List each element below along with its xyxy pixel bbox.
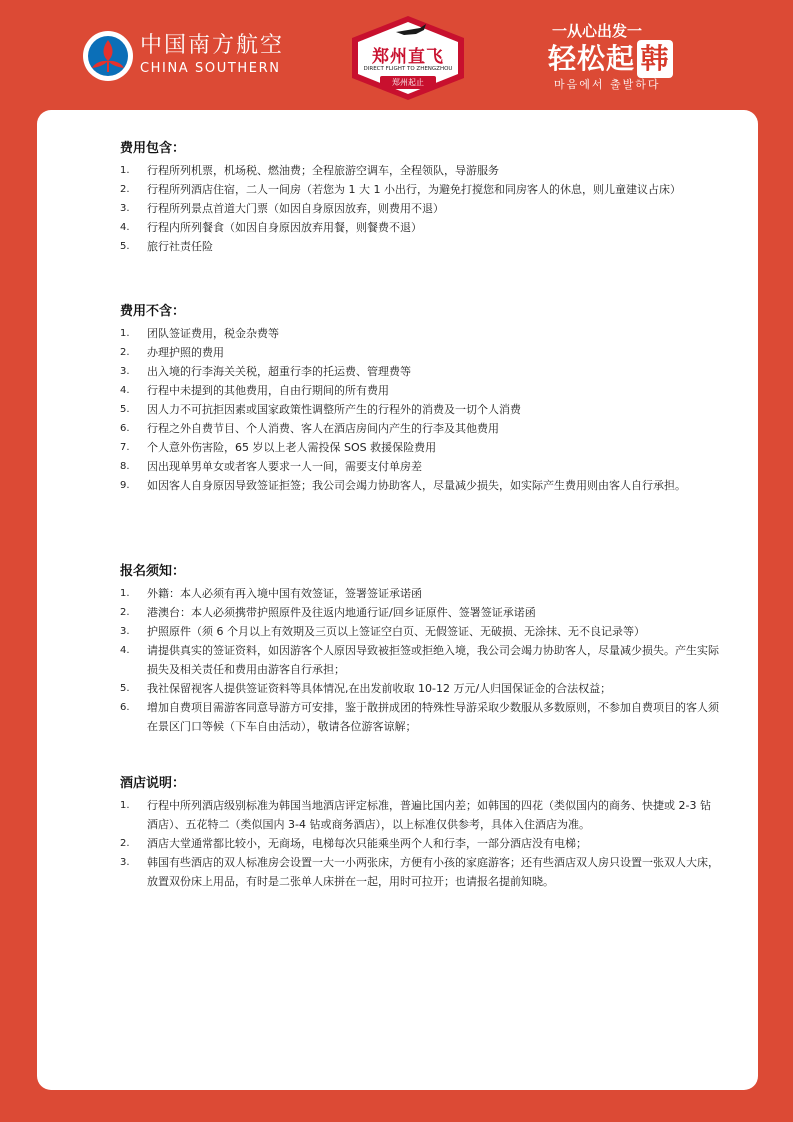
item-text: 行程内所列餐食（如因自身原因放弃用餐，则餐费不退） [147,221,422,234]
list-item [120,679,720,698]
list-item [120,438,720,457]
section-title: 费用包含： [120,141,186,156]
list-item [120,400,720,419]
badge-label: 郑州起止 [380,76,436,89]
item-text: 请提供真实的签证资料，如因游客个人原因导致被拒签或拒绝入境，我公司会竭力协助客人，尽量减少损失。产生实际损失及相关责任和费用由游客自行承担； [147,644,719,676]
item-text: 行程之外自费节目、个人消费、客人在酒店房间内产生的行李及其他费用 [147,422,499,435]
list-item [120,218,720,237]
section-registration-notes [120,563,720,736]
list-item [120,419,720,438]
list-item [120,698,720,736]
item-number: 3. [120,366,130,377]
list-item [120,457,720,476]
airline-name [140,32,284,78]
item-number: 9. [120,480,130,491]
item-text: 我社保留视客人提供签证资料等具体情况,在出发前收取 10-12 万元/人归国保证金的合法权益； [147,682,612,695]
item-text: 护照原件（须 6 个月以上有效期及三页以上签证空白页、无假签证、无破损、无涂抹、无不良记录等） [147,625,645,638]
airline-name-en: CHINA SOUTHERN [140,61,281,76]
list-item [120,324,720,343]
badge-subtitle: DIRECT FLIGHT TO ZHENGZHOU [363,66,453,72]
section-fees-included [120,140,720,256]
item-number: 2. [120,838,130,849]
direct-flight-badge [346,14,470,102]
list-item [120,853,720,891]
item-number: 5. [120,241,130,252]
slogan-korean: 마음에서 출발하다 [554,78,661,91]
list-item [120,641,720,679]
item-text: 行程中所列酒店级别标准为韩国当地酒店评定标准，普遍比国内差；如韩国的四花（类似国内的商务、快捷或 2-3 钻酒店）、五花特二（类似国内 3-4 钻或商务酒店），以上标准仅供参考，具体入住酒店为准。 [147,799,711,831]
list-item [120,180,720,199]
list-item [120,622,720,641]
item-text: 团队签证费用，税金杂费等 [147,327,279,340]
list-item [120,584,720,603]
section-title: 费用不含： [120,304,186,319]
list-item [120,381,720,400]
section-hotel-notes [120,775,720,891]
item-text: 酒店大堂通常都比较小，无商场，电梯每次只能乘坐两个人和行李，一部分酒店没有电梯； [147,837,587,850]
item-number: 5. [120,683,130,694]
item-number: 4. [120,645,130,656]
item-text: 港澳台：本人必须携带护照原件及往返内地通行证/回乡证原件、签署签证承诺函 [147,606,536,619]
item-number: 3. [120,857,130,868]
item-number: 5. [120,404,130,415]
list-item [120,476,720,495]
item-text: 因人力不可抗拒因素或国家政策性调整所产生的行程外的消费及一切个人消费 [147,403,521,416]
item-text: 行程中未提到的其他费用，自由行期间的所有费用 [147,384,389,397]
page-header [0,0,793,110]
item-text: 办理护照的费用 [147,346,224,359]
list-item [120,362,720,381]
item-text: 出入境的行李海关关税，超重行李的托运费、管理费等 [147,365,411,378]
item-text: 如因客人自身原因导致签证拒签；我公司会竭力协助客人，尽量减少损失，如实际产生费用则由客人自行承担。 [147,479,686,492]
item-number: 4. [120,222,130,233]
item-number: 7. [120,442,130,453]
content-card [37,110,758,1090]
list-item [120,237,720,256]
list-item [120,603,720,622]
item-number: 2. [120,607,130,618]
slogan-main [548,40,708,78]
item-text: 增加自费项目需游客同意导游方可安排，鉴于散拼成团的特殊性导游采取少数服从多数原则，不参加自费项目的客人须在景区门口等候（下车自由活动），敬请各位游客谅解； [147,701,719,733]
item-number: 2. [120,184,130,195]
item-number: 1. [120,328,130,339]
slogan-main-text: 轻松起 [548,42,636,75]
item-text: 外籍：本人必须有再入境中国有效签证，签署签证承诺函 [147,587,422,600]
slogan [548,22,708,92]
item-number: 8. [120,461,130,472]
section-title: 报名须知： [120,564,186,579]
item-number: 1. [120,800,130,811]
item-number: 3. [120,203,130,214]
item-number: 2. [120,347,130,358]
list-item [120,796,720,834]
china-southern-logo-icon [82,30,134,82]
item-text: 行程所列景点首道大门票（如因自身原因放弃，则费用不退） [147,202,444,215]
section-title: 酒店说明： [120,776,186,791]
item-text: 旅行社责任险 [147,240,213,253]
list-item [120,834,720,853]
section-fees-excluded [120,303,720,495]
slogan-top: 一从心出发一 [552,22,643,40]
item-text: 行程所列酒店住宿，二人一间房（若您为 1 大 1 小出行，为避免打搅您和同房客人的休息，则儿童建议占床） [147,183,681,196]
item-text: 韩国有些酒店的双人标准房会设置一大一小两张床，方便有小孩的家庭游客；还有些酒店双人房只设置一张双人大床，放置双份床上用品，有时是二张单人床拼在一起，用时可拉开；也请报名提前知晓。 [147,856,719,888]
item-number: 4. [120,385,130,396]
badge-title: 郑州直飞 [372,47,444,67]
list-item [120,161,720,180]
list-item [120,199,720,218]
item-text: 因出现单男单女或者客人要求一人一间，需要支付单房差 [147,460,422,473]
airline-name-cn: 中国南方航空 [140,33,285,58]
item-number: 6. [120,423,130,434]
list-item [120,343,720,362]
item-number: 3. [120,626,130,637]
slogan-boxed-char: 韩 [637,40,673,78]
item-number: 1. [120,588,130,599]
item-text: 个人意外伤害险，65 岁以上老人需投保 SOS 救援保险费用 [147,441,437,454]
item-number: 6. [120,702,130,713]
item-text: 行程所列机票，机场税、燃油费；全程旅游空调车，全程领队，导游服务 [147,164,499,177]
item-number: 1. [120,165,130,176]
